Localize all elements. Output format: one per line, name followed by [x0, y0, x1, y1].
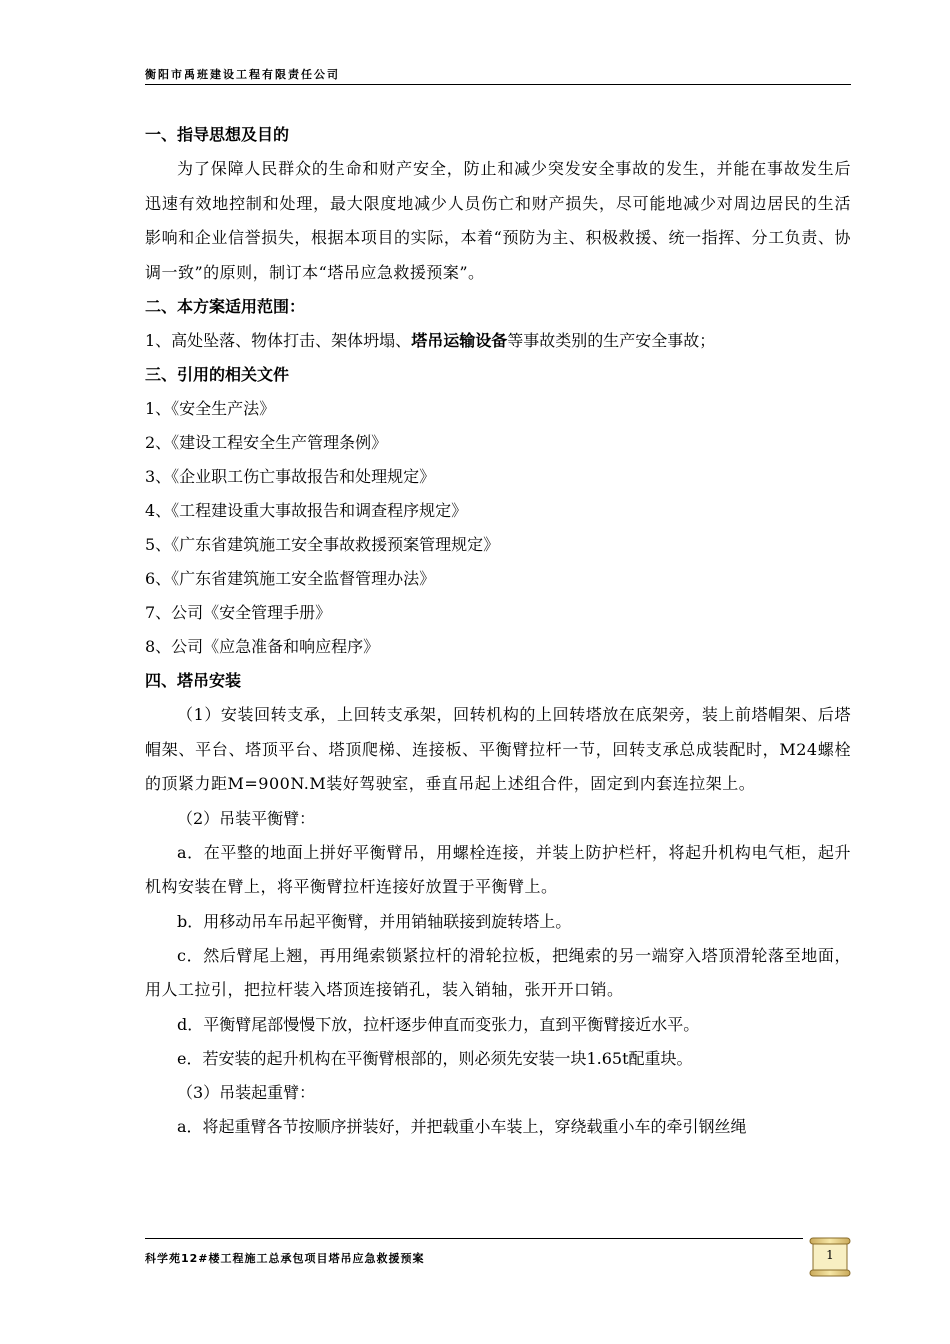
installation-step-d: d．平衡臂尾部慢慢下放，拉杆逐步伸直而变张力，直到平衡臂接近水平。	[177, 1014, 700, 1034]
section-paragraph-purpose: 为了保障人民群众的生命和财产安全，防止和减少突发安全事故的发生，并能在事故发生后迅速有效地控制和处理，最大限度地减少人员伤亡和财产损失，尽可能地减少对周边居民的生活影响和企业信誉损失，根据本项目的实际，本着“预防为主、积极救援、统一指挥、分工负责、协调一致”的原则，制订本“塔吊应急救援预案”。	[145, 159, 851, 282]
section-title-references: 三、引用的相关文件	[145, 365, 290, 384]
scope-item-prefix: 1、高处坠落、物体打击、架体坍塌、	[145, 331, 412, 350]
scope-item	[145, 324, 851, 358]
project-footer: 科学苑12#楼工程施工总承包项目塔吊应急救援预案	[145, 1252, 425, 1265]
section-title-scope: 二、本方案适用范围：	[145, 297, 306, 316]
page-number-scroll-icon	[808, 1236, 852, 1278]
header-divider	[145, 84, 851, 85]
reference-item: 6、《广东省建筑施工安全监督管理办法》	[145, 569, 436, 588]
document-body	[145, 118, 851, 1144]
reference-item: 2、《建设工程安全生产管理条例》	[145, 433, 388, 452]
footer-divider	[145, 1238, 803, 1239]
installation-step-b: b．用移动吊车吊起平衡臂，并用销轴联接到旋转塔上。	[177, 911, 572, 931]
installation-subheading-3: （3）吊装起重臂：	[177, 1082, 316, 1102]
installation-step-e: e．若安装的起升机构在平衡臂根部的，则必须先安装一块1.65t配重块。	[177, 1048, 693, 1068]
reference-item: 1、《安全生产法》	[145, 399, 276, 418]
company-header: 衡阳市禹班建设工程有限责任公司	[145, 68, 340, 81]
installation-paragraph-1: （1）安装回转支承，上回转支承架，回转机构的上回转塔放在底架旁，装上前塔帽架、后塔帽架、平台、塔顶平台、塔顶爬梯、连接板、平衡臂拉杆一节，回转支承总成装配时，M24螺栓的顶紧力距M=900N.M装好驾驶室，垂直吊起上述组合件，固定到内套连拉架上。	[145, 705, 851, 793]
page-number: 1	[826, 1248, 834, 1262]
installation-step-a2: a．将起重臂各节按顺序拼装好，并把载重小车装上，穿绕载重小车的牵引钢丝绳	[177, 1116, 747, 1136]
reference-item: 4、《工程建设重大事故报告和调查程序规定》	[145, 501, 468, 520]
reference-item: 5、《广东省建筑施工安全事故救援预案管理规定》	[145, 535, 500, 554]
scope-item-suffix: 等事故类别的生产安全事故；	[507, 331, 716, 350]
reference-item: 7、公司《安全管理手册》	[145, 603, 332, 622]
installation-step-c: c．然后臂尾上翘，再用绳索锁紧拉杆的滑轮拉板，把绳索的另一端穿入塔顶滑轮落至地面，用人工拉引，把拉杆装入塔顶连接销孔，装入销轴，张开开口销。	[145, 945, 851, 999]
installation-subheading-2: （2）吊装平衡臂：	[177, 808, 316, 828]
reference-item: 3、《企业职工伤亡事故报告和处理规定》	[145, 467, 436, 486]
reference-item: 8、公司《应急准备和响应程序》	[145, 637, 380, 656]
scope-item-bold: 塔吊运输设备	[411, 331, 508, 350]
section-title-installation: 四、塔吊安装	[145, 671, 242, 690]
section-title-guiding-purpose: 一、指导思想及目的	[145, 125, 290, 144]
installation-step-a: a．在平整的地面上拼好平衡臂吊，用螺栓连接，并装上防护栏杆，将起升机构电气柜，起升机构安装在臂上，将平衡臂拉杆连接好放置于平衡臂上。	[145, 842, 851, 896]
